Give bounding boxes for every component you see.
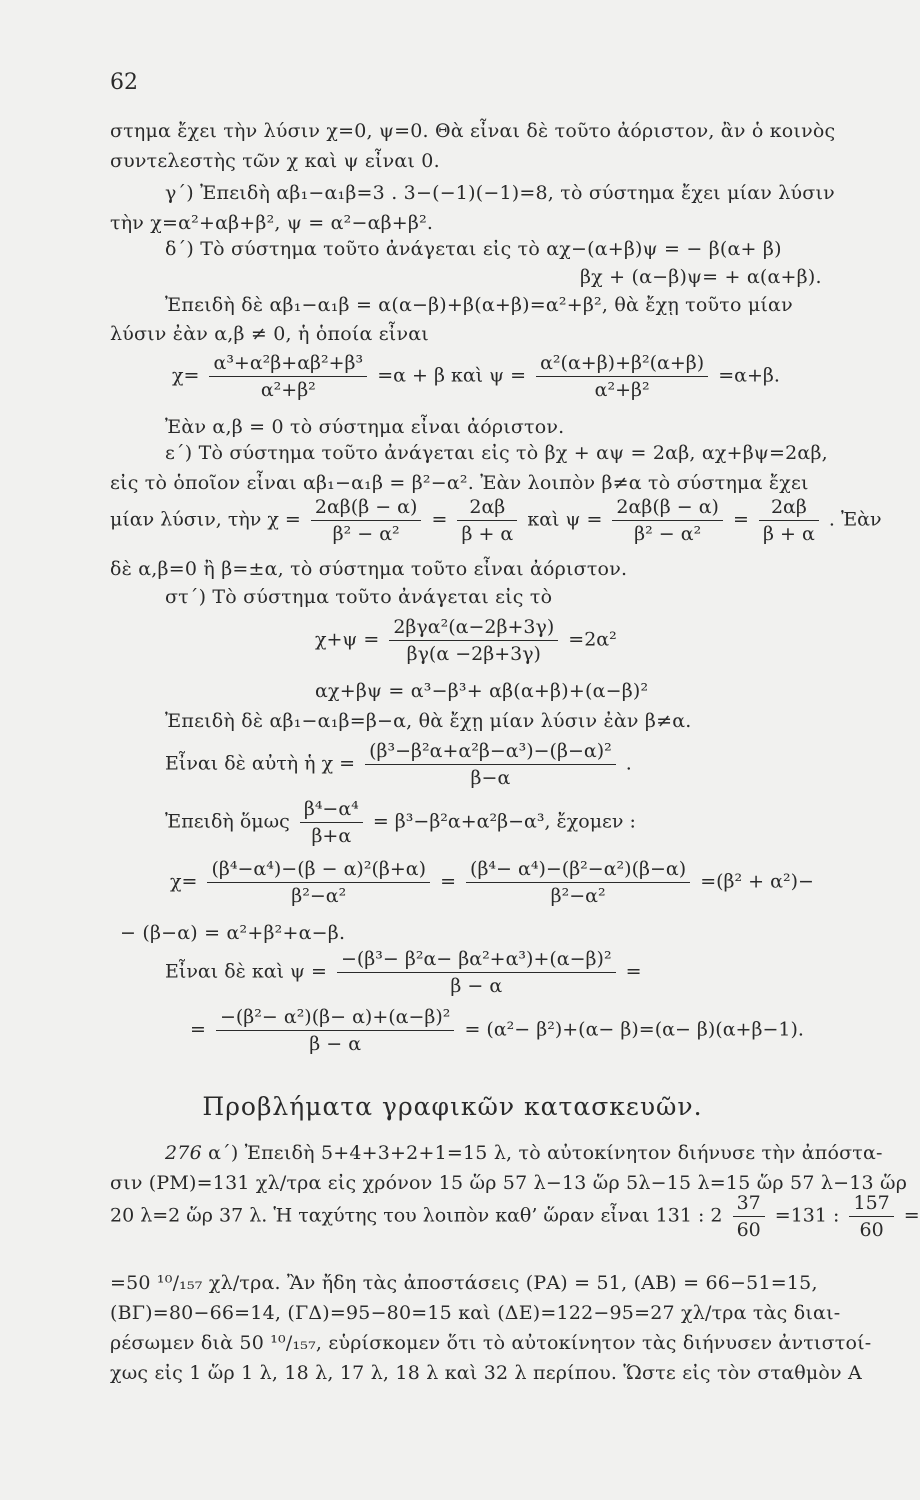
formula-x [165,740,632,789]
formula-rhs: =(β² + α²)− [700,870,814,893]
fraction [216,1006,454,1055]
formula-lhs: Ἐπειδὴ ὅμως [165,810,290,833]
formula-lhs: = [190,1018,206,1041]
formula-text: =α + β καὶ ψ = [377,364,527,387]
text-line: εἰς τὸ ὁποῖον εἶναι αβ₁−α₁β = β²−α². Ἐὰν λοιπὸν β≠α τὸ σύστημα ἔχει [110,472,809,494]
fraction [207,858,430,907]
fraction [209,352,367,401]
denominator: α²+β² [260,379,316,401]
equals-sign: = [440,870,456,893]
formula-rhs: = [625,960,642,983]
formula-x-psi [172,352,780,401]
fraction [389,616,558,665]
fraction [457,496,517,545]
denominator: β + α [762,523,815,545]
numerator: 2βγα²(α−2β+3γ) [389,616,558,641]
text-line: σιν (ΡΜ)=131 χλ/τρα εἰς χρόνον 15 ὥρ 57 λ−13 ὥρ 5λ−15 λ=15 ὥρ 57 λ−13 ὥρ [110,1172,908,1194]
denominator: βγ(α −2β+3γ) [406,643,541,665]
speed-line [110,1192,920,1241]
denominator: α²+β² [594,379,650,401]
formula-lhs: χ+ψ = [315,628,380,651]
fraction [300,798,363,847]
equals-sign: = [431,508,448,531]
fraction [466,858,690,907]
numerator: (β⁴−α⁴)−(β − α)²(β+α) [207,858,430,883]
denominator: β − α [450,975,503,997]
denominator: β−α [470,767,511,789]
denominator: β+α [311,825,352,847]
text-line: δ΄) Τὸ σύστημα τοῦτο ἀνάγεται εἰς τὸ αχ−(α+β)ψ = − β(α+ β) [165,238,782,260]
formula-rhs: = [903,1204,920,1227]
text-line: βχ + (α−β)ψ= + α(α+β). [580,266,822,288]
text-line: συντελεστὴς τῶν χ καὶ ψ εἶναι 0. [110,150,440,172]
denominator: 60 [859,1219,884,1241]
page-number: 62 [110,70,138,95]
fraction [759,496,819,545]
text-line: στ΄) Τὸ σύστημα τοῦτο ἀνάγεται εἰς τὸ [165,586,553,608]
numerator: 37 [733,1192,765,1217]
text-line: λύσιν ἐὰν α,β ≠ 0, ἡ ὁποία εἶναι [110,323,429,345]
formula-lhs: χ= [172,364,200,387]
text-line: − (β−α) = α²+β²+α−β. [120,922,346,944]
text-line: ε΄) Τὸ σύστημα τοῦτο ἀνάγεται εἰς τὸ βχ + αψ = 2αβ, αχ+βψ=2αβ, [165,442,828,464]
formula-rhs: =2α² [568,628,617,651]
text-line: αχ+βψ = α³−β³+ αβ(α+β)+(α−β)² [315,680,649,702]
denominator: β²−α² [550,885,606,907]
numerator: (β⁴− α⁴)−(β²−α²)(β−α) [466,858,690,883]
denominator: β² − α² [634,523,702,545]
numerator: 157 [849,1192,893,1217]
formula-rhs: = β³−β²α+α²β−α³, ἔχομεν : [372,810,636,833]
formula-sum [315,616,617,665]
numerator: 2αβ(β − α) [612,496,723,521]
denominator: β − α [309,1033,362,1055]
formula-rhs: = (α²− β²)+(α− β)=(α− β)(α+β−1). [464,1018,804,1041]
fraction [311,496,422,545]
section-title: Προβλήματα γραφικῶν κατασκευῶν. [202,1092,703,1121]
denominator: β² − α² [332,523,400,545]
numerator: α³+α²β+αβ²+β³ [209,352,367,377]
problem-line [165,1142,883,1164]
numerator: β⁴−α⁴ [300,798,363,823]
formula-identity [165,798,636,847]
numerator: 2αβ(β − α) [311,496,422,521]
equals-sign: = [733,508,749,531]
formula-psi [165,948,642,997]
denominator: β + α [461,523,514,545]
denominator: β²−α² [291,885,347,907]
formula-text: 20 λ=2 ὥρ 37 λ. Ἡ ταχύτης του λοιπὸν καθ’ ὥραν εἶναι 131 : 2 [110,1204,723,1227]
fraction [536,352,708,401]
fraction [733,1192,765,1241]
text-line: Ἐὰν α,β = 0 τὸ σύστημα εἶναι ἀόριστον. [165,416,565,438]
fraction [365,740,616,789]
formula-lhs: Εἶναι δὲ καὶ ψ = [165,960,327,983]
text-line: (ΒΓ)=80−66=14, (ΓΔ)=95−80=15 καὶ (ΔΕ)=122−95=27 χλ/τρα τὰς διαι- [110,1302,841,1324]
formula-lhs: χ= [170,870,198,893]
formula-text: καὶ ψ = [527,508,603,531]
numerator: α²(α+β)+β²(α+β) [536,352,708,377]
formula-psi-result [190,1006,804,1055]
problem-text: α΄) Ἐπειδὴ 5+4+3+2+1=15 λ, τὸ αὐτοκίνητον διήνυσε τὴν ἀπόστα- [208,1142,883,1164]
text-line: =50 ¹⁰/₁₅₇ χλ/τρα. Ἂν ἤδη τὰς ἀποστάσεις (ΡΑ) = 51, (ΑΒ) = 66−51=15, [110,1272,818,1294]
formula-rhs: =α+β. [718,364,780,387]
formula-rhs: . Ἐὰν [828,508,882,531]
numerator: −(β³− β²α− βα²+α³)+(α−β)² [337,948,616,973]
fraction [849,1192,893,1241]
formula-lhs: μίαν λύσιν, τὴν χ = [110,508,301,531]
numerator: (β³−β²α+α²β−α³)−(β−α)² [365,740,616,765]
problem-number: 276 [165,1142,202,1164]
text-line: δὲ α,β=0 ἢ β=±α, τὸ σύστημα τοῦτο εἶναι ἀόριστον. [110,558,628,580]
numerator: 2αβ [759,496,819,521]
fraction [612,496,723,545]
fraction [337,948,616,997]
numerator: −(β²− α²)(β− α)+(α−β)² [216,1006,454,1031]
text-line: τὴν χ=α²+αβ+β², ψ = α²−αβ+β². [110,212,434,234]
formula-x-expanded [170,858,814,907]
text-line: Ἐπειδὴ δὲ αβ₁−α₁β = α(α−β)+β(α+β)=α²+β², θὰ ἔχῃ τοῦτο μίαν [165,294,793,316]
denominator: 60 [736,1219,761,1241]
text-line: ρέσωμεν διὰ 50 ¹⁰/₁₅₇, εὑρίσκομεν ὅτι τὸ αὐτοκίνητον τὰς διήνυσεν ἀντιστοί- [110,1332,872,1354]
text-line: στημα ἔχει τὴν λύσιν χ=0, ψ=0. Θὰ εἶναι δὲ τοῦτο ἀόριστον, ἂν ὁ κοινὸς [110,120,836,142]
formula-solution [110,496,882,545]
formula-rhs: . [625,752,632,775]
formula-text: =131 : [774,1204,840,1227]
text-line: χως εἰς 1 ὥρ 1 λ, 18 λ, 17 λ, 18 λ καὶ 32 λ περίπου. Ὥστε εἰς τὸν σταθμὸν Α [110,1362,862,1384]
text-line: γ΄) Ἐπειδὴ αβ₁−α₁β=3 . 3−(−1)(−1)=8, τὸ σύστημα ἔχει μίαν λύσιν [165,182,835,204]
numerator: 2αβ [457,496,517,521]
formula-lhs: Εἶναι δὲ αὐτὴ ἡ χ = [165,752,356,775]
text-line: Ἐπειδὴ δὲ αβ₁−α₁β=β−α, θὰ ἔχῃ μίαν λύσιν ἐὰν β≠α. [165,710,692,732]
